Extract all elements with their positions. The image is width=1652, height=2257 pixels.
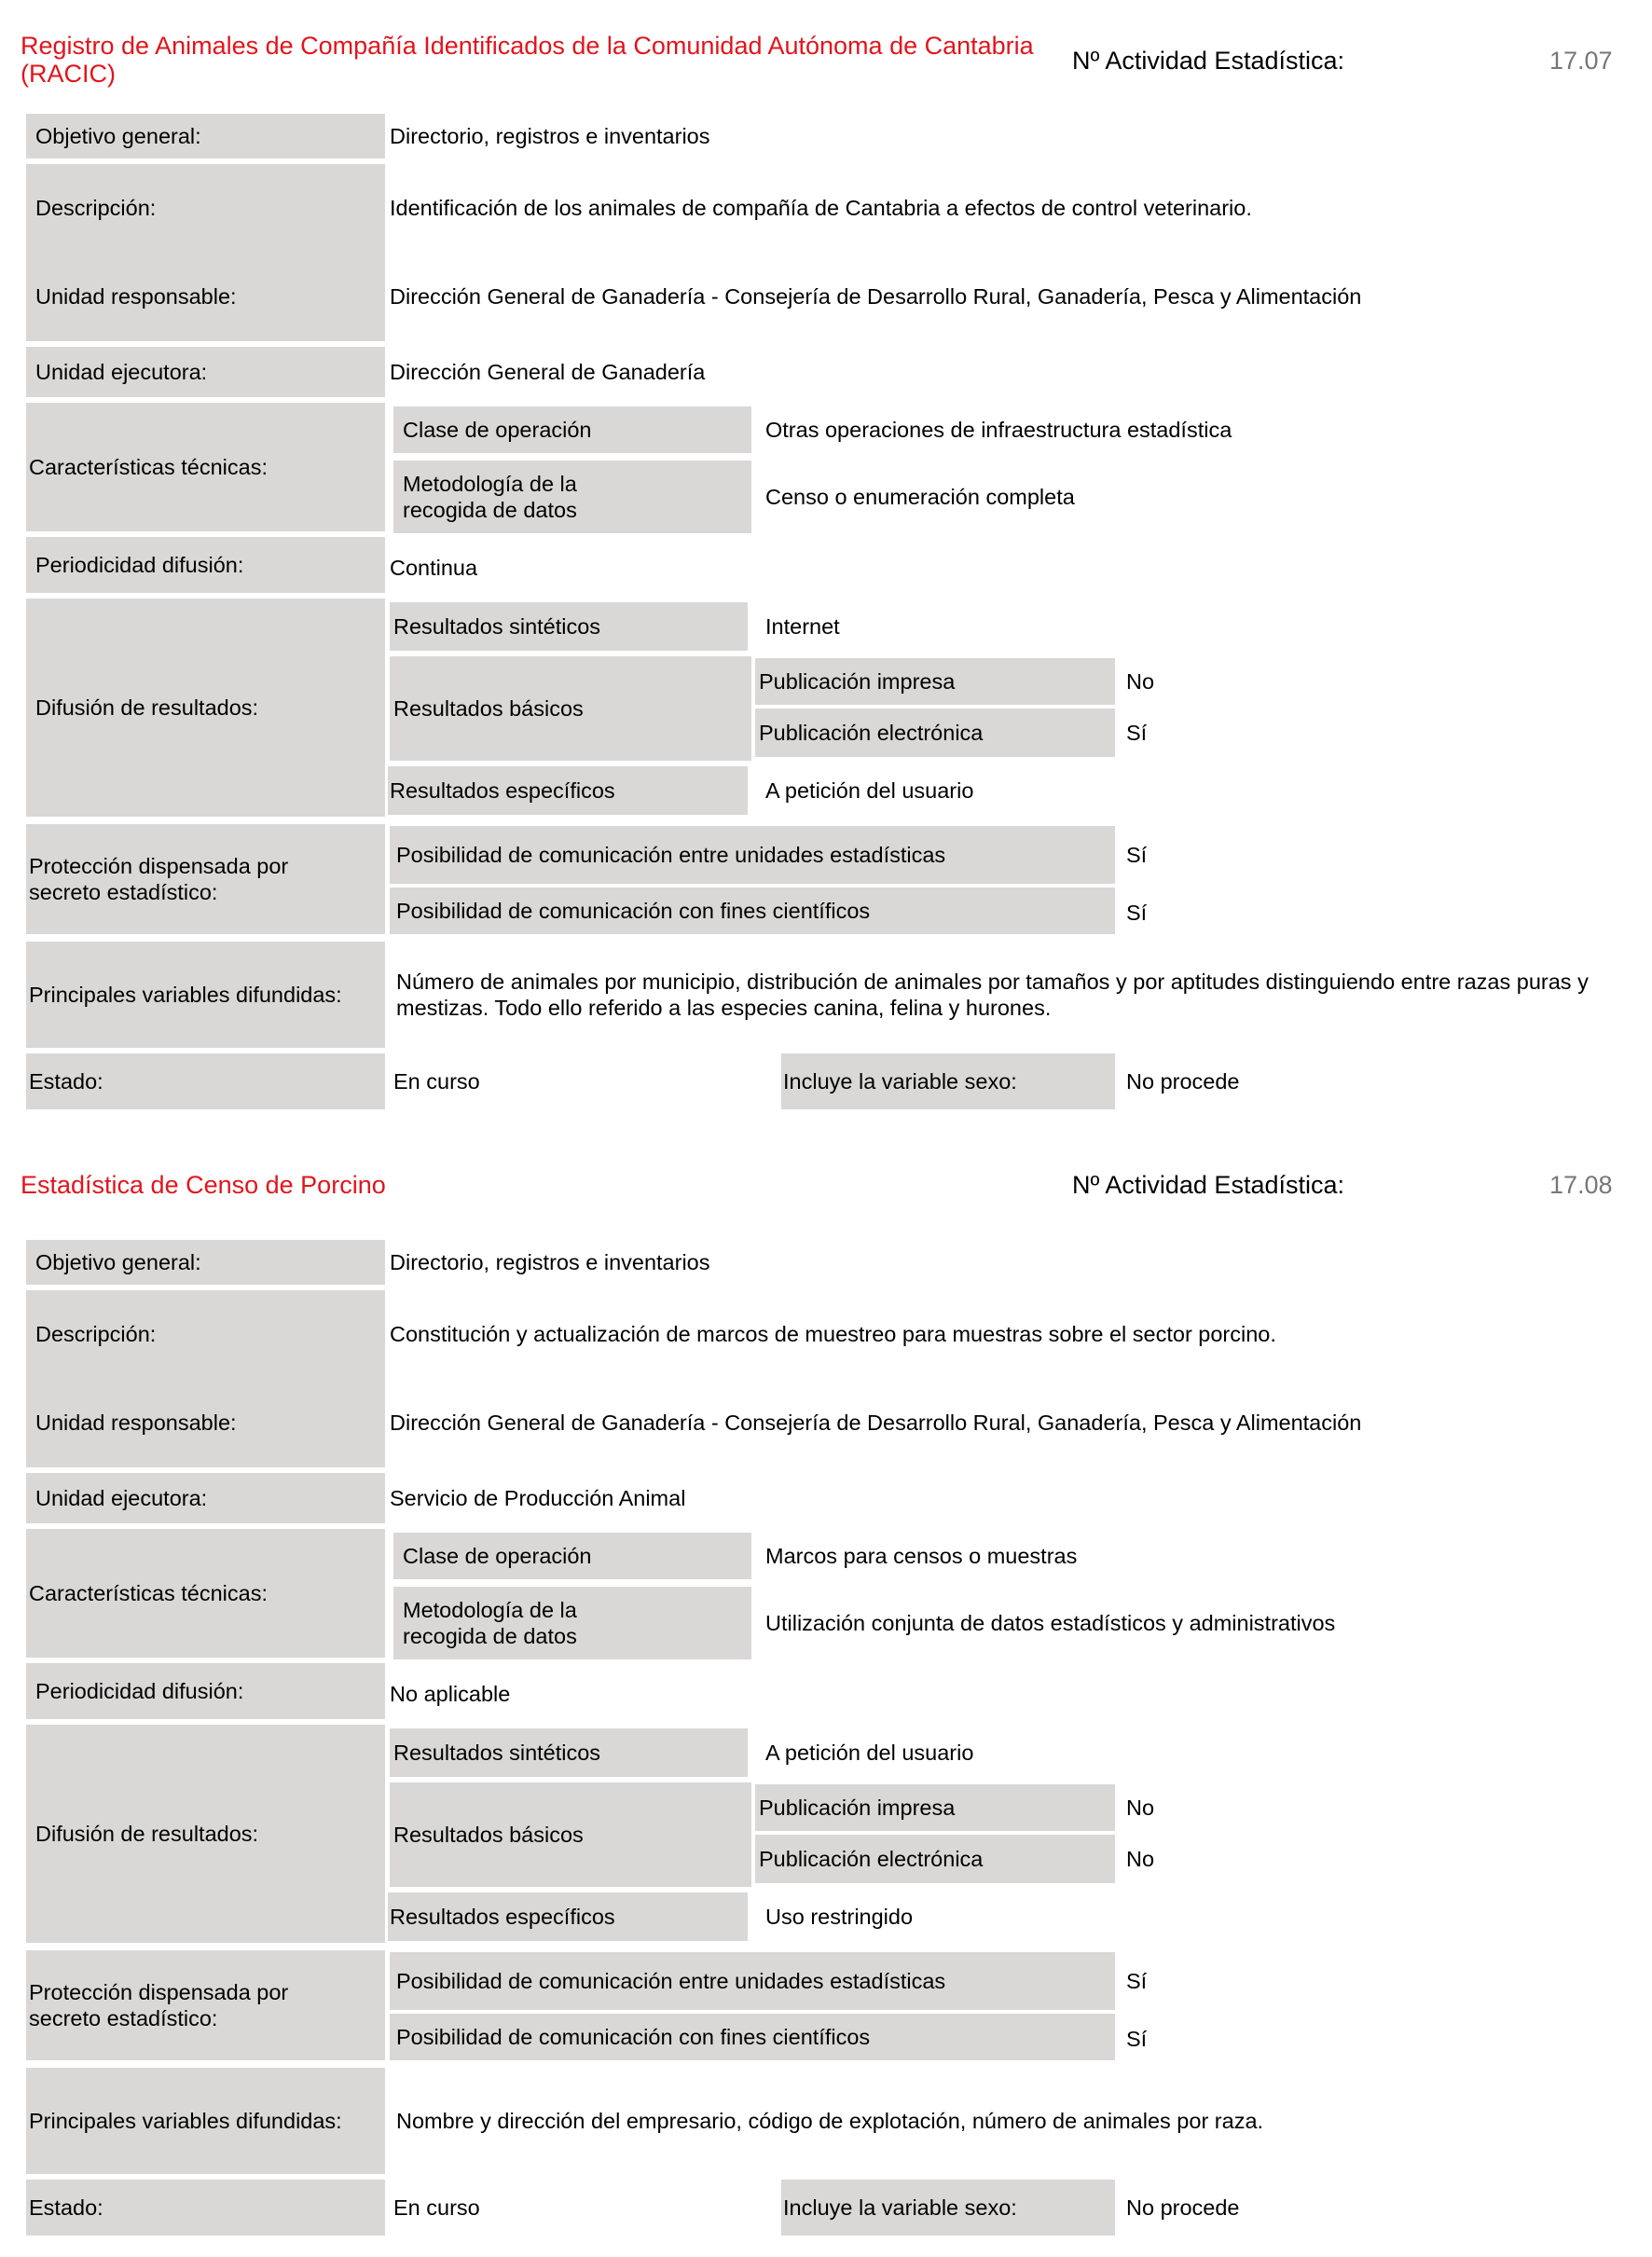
resultados-sinteticos-value: Internet (765, 614, 840, 639)
operation-section (0, 0, 1652, 1119)
metodologia-value: Censo o enumeración completa (765, 485, 1075, 509)
publicacion-impresa-value: No (1126, 1796, 1155, 1820)
activity-number-label: Nº Actividad Estadística: (1072, 47, 1344, 75)
metodologia-value: Utilización conjunta de datos estadísticos y administrativos (765, 1611, 1336, 1635)
unidad-ejecutora-label: Unidad ejecutora: (26, 347, 385, 397)
publicacion-impresa-value: No (1126, 669, 1155, 694)
comunicacion-entre-unidades-value: Sí (1126, 1969, 1148, 1993)
resultados-basicos-label: Resultados básicos (390, 656, 751, 761)
resultados-especificos-value: A petición del usuario (765, 778, 974, 803)
unidad-responsable-label: Unidad responsable: (35, 1411, 237, 1435)
descripcion-label: Descripción: (35, 1322, 157, 1346)
publicacion-electronica-label: Publicación electrónica (755, 709, 1115, 757)
publicacion-impresa-label: Publicación impresa (755, 1784, 1115, 1831)
variables-label: Principales variables difundidas: (26, 942, 385, 1048)
unidad-responsable-value: Dirección General de Ganadería - Consejería de Desarrollo Rural, Ganadería, Pesca y Alimentación (390, 284, 1362, 309)
difusion-label: Difusión de resultados: (26, 1725, 385, 1943)
comunicacion-entre-unidades-value: Sí (1126, 843, 1148, 867)
caracteristicas-label: Características técnicas: (26, 1529, 385, 1658)
incluye-sexo-value: No procede (1126, 1069, 1240, 1094)
periodicidad-value: No aplicable (390, 1682, 511, 1706)
clase-operacion-value: Otras operaciones de infraestructura estadística (765, 418, 1232, 442)
estado-label: Estado: (26, 2180, 385, 2236)
clase-operacion-value: Marcos para censos o muestras (765, 1544, 1078, 1568)
comunicacion-fines-cientificos-label: Posibilidad de comunicación con fines científicos (390, 888, 1115, 934)
periodicidad-label: Periodicidad difusión: (26, 1663, 385, 1719)
objetivo-label: Objetivo general: (26, 114, 385, 158)
variables-label: Principales variables difundidas: (26, 2068, 385, 2174)
estado-label: Estado: (26, 1053, 385, 1109)
clase-operacion-label: Clase de operación (393, 406, 751, 453)
clase-operacion-label: Clase de operación (393, 1533, 751, 1579)
unidad-ejecutora-label: Unidad ejecutora: (26, 1473, 385, 1523)
periodicidad-label: Periodicidad difusión: (26, 537, 385, 593)
publicacion-impresa-label: Publicación impresa (755, 658, 1115, 705)
variables-value: Número de animales por municipio, distribución de animales por tamaños y por aptitudes distinguiendo entre razas puras y mestizas. Todo ello referido a las especies canina, felina y hurones. (396, 970, 1589, 1020)
comunicacion-fines-cientificos-value: Sí (1126, 901, 1148, 925)
unidad-ejecutora-value: Dirección General de Ganadería (390, 360, 706, 384)
operation-section (0, 1126, 1652, 2257)
comunicacion-entre-unidades-label: Posibilidad de comunicación entre unidades estadísticas (390, 826, 1115, 884)
comunicacion-entre-unidades-label: Posibilidad de comunicación entre unidades estadísticas (390, 1952, 1115, 2010)
unidad-responsable-value: Dirección General de Ganadería - Consejería de Desarrollo Rural, Ganadería, Pesca y Alimentación (390, 1411, 1362, 1435)
activity-number-label: Nº Actividad Estadística: (1072, 1171, 1344, 1199)
incluye-sexo-label: Incluye la variable sexo: (781, 1053, 1115, 1109)
objetivo-label: Objetivo general: (26, 1240, 385, 1285)
resultados-sinteticos-label: Resultados sintéticos (390, 602, 748, 651)
difusion-label: Difusión de resultados: (26, 599, 385, 817)
resultados-especificos-label: Resultados específicos (388, 766, 748, 815)
objetivo-value: Directorio, registros e inventarios (390, 124, 710, 148)
resultados-sinteticos-label: Resultados sintéticos (390, 1728, 748, 1777)
descripcion-value: Constitución y actualización de marcos de muestreo para muestras sobre el sector porcino. (390, 1322, 1276, 1346)
estado-value: En curso (393, 1069, 480, 1094)
estado-value: En curso (393, 2195, 480, 2220)
operation-title: Estadística de Censo de Porcino (21, 1171, 386, 1199)
incluye-sexo-label: Incluye la variable sexo: (781, 2180, 1115, 2236)
activity-number: 17.08 (1549, 1171, 1613, 1199)
publicacion-electronica-value: Sí (1126, 721, 1148, 745)
variables-value: Nombre y dirección del empresario, código de explotación, número de animales por raza. (396, 2109, 1264, 2133)
proteccion-label: Protección dispensada por secreto estadístico: (26, 824, 385, 934)
resultados-especificos-label: Resultados específicos (388, 1892, 748, 1941)
unidad-responsable-label: Unidad responsable: (35, 284, 237, 309)
resultados-basicos-label: Resultados básicos (390, 1782, 751, 1887)
resultados-sinteticos-value: A petición del usuario (765, 1741, 974, 1765)
operation-title: Registro de Animales de Compañía Identificados de la Comunidad Autónoma de Cantabria (RACIC) (21, 32, 1034, 88)
activity-number: 17.07 (1549, 47, 1613, 75)
objetivo-value: Directorio, registros e inventarios (390, 1250, 710, 1274)
descripcion-value: Identificación de los animales de compañía de Cantabria a efectos de control veterinario. (390, 196, 1252, 220)
publicacion-electronica-label: Publicación electrónica (755, 1835, 1115, 1883)
periodicidad-value: Continua (390, 556, 478, 580)
incluye-sexo-value: No procede (1126, 2195, 1240, 2220)
metodologia-label: Metodología de la recogida de datos (393, 461, 751, 533)
proteccion-label: Protección dispensada por secreto estadístico: (26, 1950, 385, 2060)
metodologia-label: Metodología de la recogida de datos (393, 1587, 751, 1659)
descripcion-label: Descripción: (35, 196, 157, 220)
publicacion-electronica-value: No (1126, 1847, 1155, 1871)
comunicacion-fines-cientificos-value: Sí (1126, 2027, 1148, 2051)
resultados-especificos-value: Uso restringido (765, 1905, 914, 1929)
caracteristicas-label: Características técnicas: (26, 403, 385, 531)
unidad-ejecutora-value: Servicio de Producción Animal (390, 1486, 686, 1510)
comunicacion-fines-cientificos-label: Posibilidad de comunicación con fines científicos (390, 2014, 1115, 2060)
